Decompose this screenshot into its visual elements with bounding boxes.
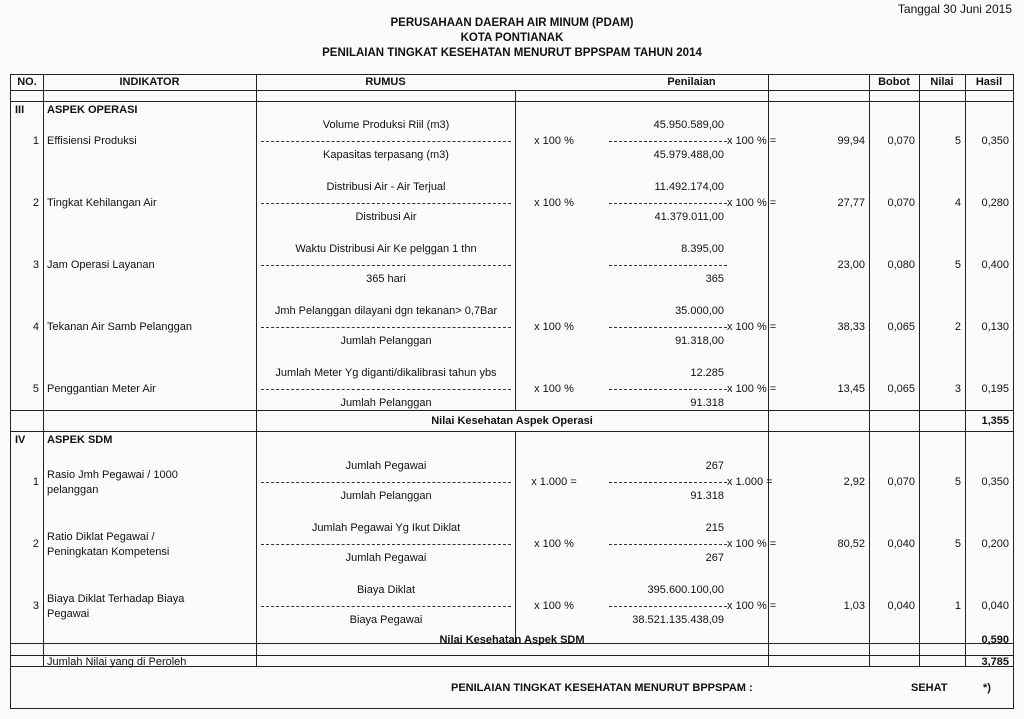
conclusion-value: SEHAT xyxy=(911,682,948,694)
formula-multiplier: x 100 % xyxy=(534,321,574,333)
value-numerator: 267 xyxy=(705,460,724,472)
bobot-header: Bobot xyxy=(878,76,910,88)
nilai-value: 3 xyxy=(954,383,961,395)
bobot-value: 0,065 xyxy=(887,383,915,395)
subtotal-label: Nilai Kesehatan Aspek SDM xyxy=(439,634,585,646)
fraction-line xyxy=(261,606,511,607)
fraction-line xyxy=(609,389,727,390)
row-divider xyxy=(11,101,1013,102)
fraction-line xyxy=(609,606,727,607)
formula-numerator: Jumlah Pegawai Yg Ikut Diklat xyxy=(311,522,461,534)
section-name: ASPEK SDM xyxy=(47,434,113,446)
title-line-2: KOTA PONTIANAK xyxy=(460,32,564,44)
score-value: 23,00 xyxy=(837,259,865,271)
indicator-label: Pegawai xyxy=(47,608,90,620)
fraction-line xyxy=(609,544,727,545)
value-numerator: 395.600.100,00 xyxy=(647,584,724,596)
column-divider xyxy=(515,431,516,643)
row-number: 2 xyxy=(32,197,39,209)
section-code: III xyxy=(15,104,25,116)
indicator-label: pelanggan xyxy=(47,484,99,496)
formula-multiplier: x 100 % xyxy=(534,135,574,147)
indicator-label: Rasio Jmh Pegawai / 1000 xyxy=(47,469,178,481)
indicator-label: Biaya Diklat Terhadap Biaya xyxy=(47,593,185,605)
column-divider xyxy=(768,75,769,666)
indicator-label: Jam Operasi Layanan xyxy=(47,259,155,271)
result-multiplier: x 100 % = xyxy=(727,383,777,395)
value-denominator: 45.979.488,00 xyxy=(653,149,724,161)
nilai-value: 1 xyxy=(954,600,961,612)
formula-numerator: Volume Produksi Riil (m3) xyxy=(322,119,450,131)
score-value: 2,92 xyxy=(843,476,865,488)
fraction-line xyxy=(261,203,511,204)
subtotal-value: 1,355 xyxy=(981,415,1009,427)
fraction-line xyxy=(261,327,511,328)
title-line-3: PENILAIAN TINGKAT KESEHATAN MENURUT BPPSPAM TAHUN 2014 xyxy=(322,47,702,59)
score-value: 27,77 xyxy=(837,197,865,209)
bobot-value: 0,070 xyxy=(887,197,915,209)
formula-multiplier: x 100 % xyxy=(534,600,574,612)
row-divider xyxy=(11,431,1013,432)
score-value: 38,33 xyxy=(837,321,865,333)
hasil-value: 0,200 xyxy=(981,538,1009,550)
subtotal-value: 0,590 xyxy=(981,634,1009,646)
nilai-value: 5 xyxy=(954,538,961,550)
formula-numerator: Biaya Diklat xyxy=(356,584,416,596)
assessment-table xyxy=(10,74,1014,709)
total-value: 3,785 xyxy=(981,656,1009,668)
hasil-value: 0,130 xyxy=(981,321,1009,333)
score-value: 13,45 xyxy=(837,383,865,395)
conclusion-note: *) xyxy=(983,682,991,694)
value-numerator: 215 xyxy=(705,522,724,534)
fraction-line xyxy=(261,482,511,483)
section-code: IV xyxy=(15,434,26,446)
value-numerator: 35.000,00 xyxy=(675,305,724,317)
row-number: 1 xyxy=(32,135,39,147)
column-divider xyxy=(43,75,44,666)
bobot-value: 0,040 xyxy=(887,600,915,612)
formula-denominator: Jumlah Pegawai xyxy=(345,552,427,564)
result-multiplier: x 100 % = xyxy=(727,321,777,333)
formula-multiplier: x 100 % xyxy=(534,538,574,550)
value-denominator: 365 xyxy=(705,273,724,285)
nilai-value: 2 xyxy=(954,321,961,333)
indicator-label: Penggantian Meter Air xyxy=(47,383,156,395)
row-number: 2 xyxy=(32,538,39,550)
subtotal-label: Nilai Kesehatan Aspek Operasi xyxy=(431,415,593,427)
row-number: 5 xyxy=(32,383,39,395)
fraction-line xyxy=(261,265,511,266)
formula-denominator: Jumlah Pelanggan xyxy=(340,397,432,409)
indicator-label: Tingkat Kehilangan Air xyxy=(47,197,157,209)
formula-numerator: Jumlah Pegawai xyxy=(345,460,427,472)
penilaian-header: Penilaian xyxy=(667,76,716,88)
row-number: 3 xyxy=(32,259,39,271)
result-multiplier: x 1.000 = xyxy=(727,476,773,488)
bobot-value: 0,070 xyxy=(887,476,915,488)
fraction-line xyxy=(261,544,511,545)
formula-denominator: 365 hari xyxy=(366,273,406,285)
indikator-header: INDIKATOR xyxy=(119,76,180,88)
fraction-line xyxy=(261,141,511,142)
hasil-value: 0,280 xyxy=(981,197,1009,209)
formula-numerator: Distribusi Air - Air Terjual xyxy=(326,181,446,193)
fraction-line xyxy=(609,482,727,483)
result-multiplier: x 100 % = xyxy=(727,135,777,147)
row-number: 1 xyxy=(32,476,39,488)
hasil-value: 0,195 xyxy=(981,383,1009,395)
bobot-value: 0,040 xyxy=(887,538,915,550)
nilai-value: 5 xyxy=(954,259,961,271)
score-value: 99,94 xyxy=(837,135,865,147)
formula-denominator: Distribusi Air xyxy=(355,211,417,223)
score-value: 1,03 xyxy=(843,600,865,612)
row-number: 3 xyxy=(32,600,39,612)
score-value: 80,52 xyxy=(837,538,865,550)
value-numerator: 12.285 xyxy=(690,367,724,379)
formula-multiplier: x 100 % xyxy=(534,197,574,209)
hasil-value: 0,400 xyxy=(981,259,1009,271)
document-title xyxy=(0,16,1024,61)
value-denominator: 41.379.011,00 xyxy=(654,211,724,223)
fraction-line xyxy=(609,203,727,204)
nilai-value: 5 xyxy=(954,476,961,488)
rumus-header: RUMUS xyxy=(365,76,406,88)
result-multiplier: x 100 % = xyxy=(727,538,777,550)
hasil-value: 0,040 xyxy=(981,600,1009,612)
bobot-value: 0,080 xyxy=(887,259,915,271)
fraction-line xyxy=(609,265,727,266)
column-divider xyxy=(965,75,966,666)
result-multiplier: x 100 % = xyxy=(727,197,777,209)
value-denominator: 267 xyxy=(705,552,724,564)
indicator-label: Peningkatan Kompetensi xyxy=(47,546,170,558)
value-numerator: 45.950.589,00 xyxy=(653,119,724,131)
row-number: 4 xyxy=(32,321,39,333)
result-multiplier: x 100 % = xyxy=(727,600,777,612)
indicator-label: Tekanan Air Samb Pelanggan xyxy=(47,321,192,333)
value-denominator: 91.318 xyxy=(690,397,724,409)
formula-denominator: Jumlah Pelanggan xyxy=(340,490,432,502)
column-divider xyxy=(256,75,257,666)
nilai-value: 4 xyxy=(954,197,961,209)
formula-multiplier: x 100 % xyxy=(534,383,574,395)
indicator-label: Effisiensi Produksi xyxy=(47,135,137,147)
formula-denominator: Biaya Pegawai xyxy=(349,614,423,626)
column-divider xyxy=(515,90,516,410)
hasil-value: 0,350 xyxy=(981,476,1009,488)
bobot-value: 0,070 xyxy=(887,135,915,147)
value-denominator: 91.318 xyxy=(690,490,724,502)
total-label: Jumlah Nilai yang di Peroleh xyxy=(47,656,187,668)
formula-denominator: Kapasitas terpasang (m3) xyxy=(323,149,449,161)
conclusion-label: PENILAIAN TINGKAT KESEHATAN MENURUT BPPSPAM : xyxy=(451,682,753,694)
value-denominator: 38.521.135.438,09 xyxy=(632,614,724,626)
formula-numerator: Jumlah Meter Yg diganti/dikalibrasi tahun ybs xyxy=(275,367,497,379)
value-numerator: 8.395,00 xyxy=(681,243,724,255)
date-label: Tanggal 30 Juni 2015 xyxy=(897,2,1012,16)
row-divider xyxy=(11,410,1013,411)
hasil-header: Hasil xyxy=(975,76,1003,88)
formula-multiplier: x 1.000 = xyxy=(531,476,577,488)
column-divider xyxy=(919,75,920,666)
fraction-line xyxy=(609,141,727,142)
value-denominator: 91.318,00 xyxy=(675,335,724,347)
formula-numerator: Waktu Distribusi Air Ke pelggan 1 thn xyxy=(295,243,477,255)
value-numerator: 11.492.174,00 xyxy=(654,181,724,193)
nilai-header: Nilai xyxy=(930,76,954,88)
indicator-label: Ratio Diklat Pegawai / xyxy=(47,531,155,543)
no-header: NO. xyxy=(17,76,37,88)
hasil-value: 0,350 xyxy=(981,135,1009,147)
column-divider xyxy=(869,75,870,666)
fraction-line xyxy=(609,327,727,328)
section-name: ASPEK OPERASI xyxy=(47,104,138,116)
title-line-1: PERUSAHAAN DAERAH AIR MINUM (PDAM) xyxy=(390,17,634,29)
row-divider xyxy=(11,90,1013,91)
nilai-value: 5 xyxy=(954,135,961,147)
formula-denominator: Jumlah Pelanggan xyxy=(340,335,432,347)
formula-numerator: Jmh Pelanggan dilayani dgn tekanan> 0,7Bar xyxy=(274,305,498,317)
fraction-line xyxy=(261,389,511,390)
bobot-value: 0,065 xyxy=(887,321,915,333)
